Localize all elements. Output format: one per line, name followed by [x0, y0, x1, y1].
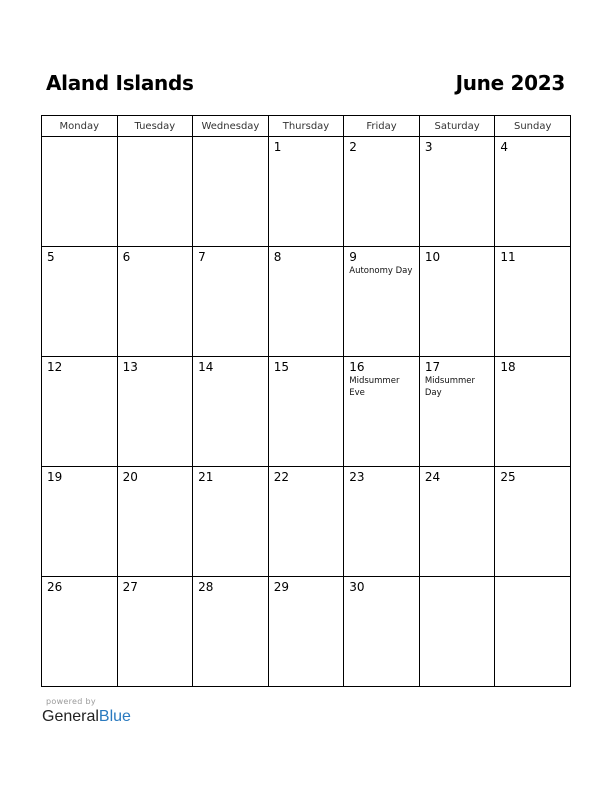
- brand-blue-text: Blue: [98, 708, 131, 725]
- day-cell: [495, 137, 571, 247]
- day-cell: [344, 467, 420, 577]
- week-row: [42, 467, 571, 577]
- day-number: 30: [349, 580, 365, 594]
- weekday-header: Friday: [344, 116, 420, 137]
- brand-general-text: General: [42, 708, 99, 725]
- week-row: [42, 577, 571, 687]
- day-cell: [268, 577, 344, 687]
- day-cell: [268, 467, 344, 577]
- day-number: 7: [198, 250, 206, 264]
- day-cell: [193, 577, 269, 687]
- day-number: 16: [349, 360, 365, 374]
- day-number: 23: [349, 470, 365, 484]
- day-number: 18: [500, 360, 516, 374]
- day-cell: [344, 357, 420, 467]
- day-number: 14: [198, 360, 214, 374]
- day-number: 1: [273, 140, 282, 154]
- day-cell: [193, 357, 269, 467]
- day-cell: [344, 137, 420, 247]
- day-cell: [42, 577, 118, 687]
- day-cell: [42, 247, 118, 357]
- weekday-header: Thursday: [268, 116, 344, 137]
- day-cell: [419, 247, 495, 357]
- day-number: 3: [424, 140, 433, 154]
- day-number: 13: [122, 360, 138, 374]
- day-number: 2: [349, 140, 357, 154]
- day-cell: [42, 467, 118, 577]
- day-number: 11: [500, 250, 516, 264]
- day-number: 19: [47, 470, 63, 484]
- day-cell: [495, 247, 571, 357]
- day-cell: [268, 357, 344, 467]
- day-cell: [419, 467, 495, 577]
- day-cell: [193, 137, 269, 247]
- day-cell: [268, 137, 344, 247]
- day-number: 24: [424, 470, 441, 484]
- day-cell: [419, 577, 495, 687]
- day-cell: [495, 577, 571, 687]
- day-cell: [268, 247, 344, 357]
- day-cell: [193, 247, 269, 357]
- week-row: [42, 137, 571, 247]
- holiday-label: Autonomy Day: [349, 266, 413, 276]
- day-number: 4: [500, 140, 509, 154]
- holiday-label: Midsummer Eve: [349, 376, 400, 398]
- weekday-header-row: [42, 116, 571, 137]
- day-number: 21: [198, 470, 214, 484]
- day-cell: [419, 357, 495, 467]
- day-number: 8: [273, 250, 282, 264]
- day-cell: [42, 357, 118, 467]
- day-cell: [419, 137, 495, 247]
- country-title: Aland Islands: [46, 71, 194, 95]
- day-number: 22: [273, 470, 289, 484]
- weekday-header: Wednesday: [193, 116, 269, 137]
- day-cell: [344, 577, 420, 687]
- day-number: 17: [424, 360, 441, 374]
- day-number: 28: [198, 580, 214, 594]
- weekday-header: Saturday: [419, 116, 495, 137]
- holiday-label: Midsummer Day: [424, 376, 476, 398]
- calendar-grid: [41, 115, 571, 687]
- day-cell: [193, 467, 269, 577]
- generalblue-logo[interactable]: [42, 708, 131, 726]
- weekday-header: Monday: [42, 116, 118, 137]
- month-year-title: June 2023: [455, 71, 565, 95]
- day-cell: [117, 247, 193, 357]
- day-number: 5: [47, 250, 55, 264]
- weekday-header: Sunday: [495, 116, 571, 137]
- day-number: 9: [349, 250, 357, 264]
- day-number: 6: [122, 250, 131, 264]
- day-number: 29: [273, 580, 289, 594]
- day-cell: [495, 357, 571, 467]
- day-number: 12: [47, 360, 63, 374]
- day-number: 25: [500, 470, 516, 484]
- day-cell: [42, 137, 118, 247]
- day-cell: [495, 467, 571, 577]
- day-number: 27: [122, 580, 138, 594]
- week-row: [42, 357, 571, 467]
- day-number: 15: [273, 360, 289, 374]
- day-cell: [344, 247, 420, 357]
- powered-by-label: powered by: [46, 697, 96, 706]
- day-cell: [117, 577, 193, 687]
- day-cell: [117, 467, 193, 577]
- day-number: 20: [122, 470, 138, 484]
- weekday-header: Tuesday: [117, 116, 193, 137]
- day-number: 10: [424, 250, 441, 264]
- week-row: [42, 247, 571, 357]
- day-number: 26: [47, 580, 63, 594]
- day-cell: [117, 357, 193, 467]
- day-cell: [117, 137, 193, 247]
